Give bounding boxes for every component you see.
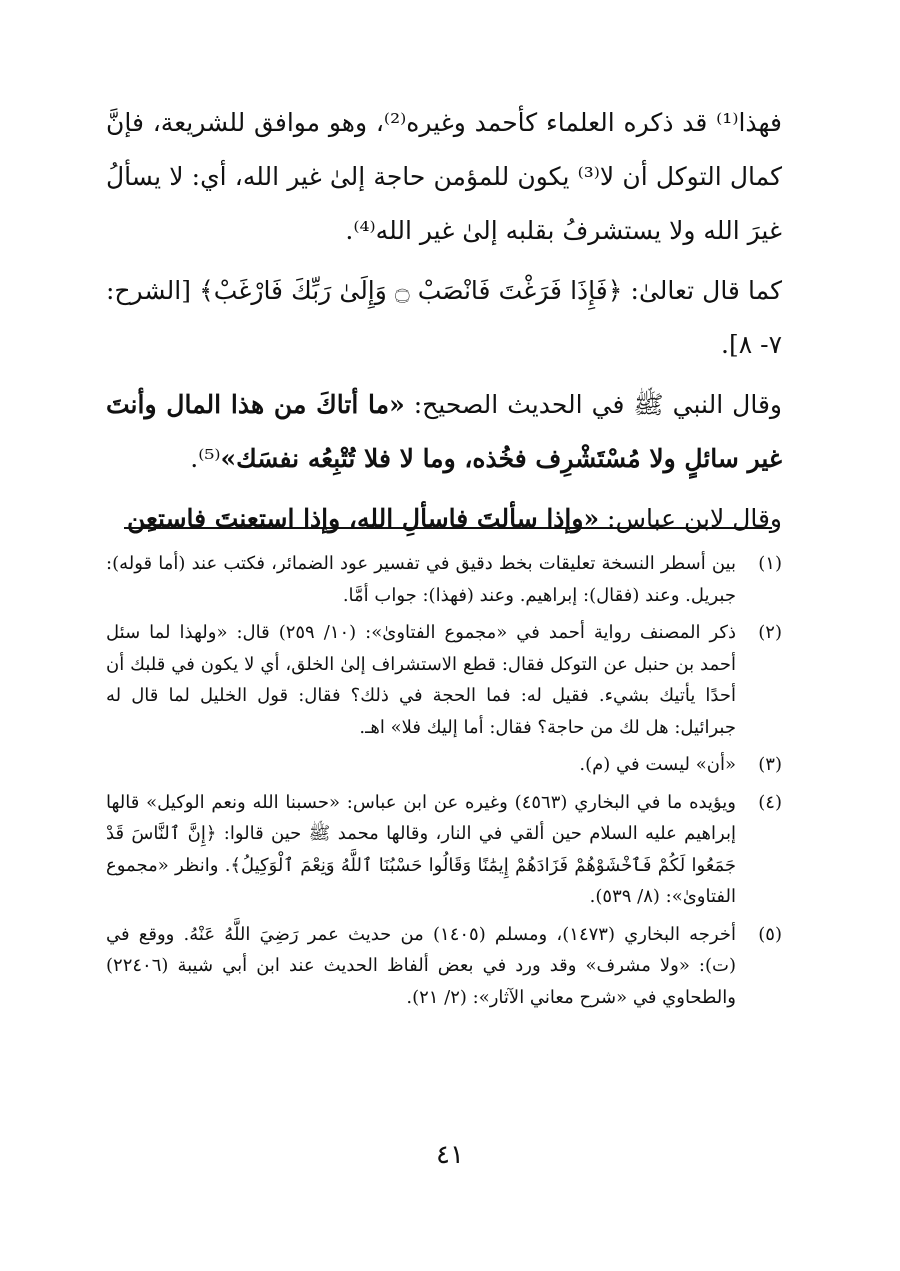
footnote-text: «أن» ليست في (م). <box>579 754 736 775</box>
footnote-3 <box>106 749 782 781</box>
hadith-footnote-ref: ⁽⁵⁾. <box>190 444 221 473</box>
paragraph-hadith-2 <box>106 492 782 546</box>
hadith-text-bold: «ما أتاكَ من هذا المال وأنتَ غير سائلٍ ولا مُسْتَشْرِف فخُذه، وما لا فلا تُتْبِعُه نفسَك» <box>106 390 782 473</box>
ibn-abbas-hadith-bold: «وإذا سألتَ فاسألِ الله، وإذا استعنتَ فاستعِن <box>126 504 600 533</box>
hadith-intro: وقال النبي ﷺ في الحديث الصحيح: <box>413 390 782 419</box>
footnote-2 <box>106 617 782 743</box>
paragraph-quran-citation: كما قال تعالىٰ: ﴿فَإِذَا فَرَغْتَ فَانْصَبْ ۝ وَإِلَىٰ رَبِّكَ فَارْغَبْ﴾ [الشرح: ٧- ٨]. <box>106 276 782 359</box>
footnote-text: بين أسطر النسخة تعليقات بخط دقيق في تفسير عود الضمائر، فكتب عند (أما قوله): جبريل. وعند (فقال): إبراهيم. وعند (فهذا): جواب أمَّا. <box>106 553 736 606</box>
footnote-text: ذكر المصنف رواية أحمد في «مجموع الفتاوىٰ»: (١٠/ ٢٥٩) قال: «ولهذا لما سئل أحمد بن حنبل عن التوكل فقال: قطع الاستشراف إلىٰ الخلق، أي لا يكون في قلبك أن أحدًا يأتيك بشيء. فقيل له: فما الحجة في ذلك؟ فقال: قول الخليل لما قال له جبرائيل: هل لك من حاجة؟ فقال: أما إليك فلا» اهـ. <box>106 622 736 738</box>
page-number: ٤١ <box>436 1140 464 1170</box>
footnote-4 <box>106 787 782 913</box>
footnote-number: (٣) <box>758 754 782 775</box>
footnote-number: (١) <box>758 553 782 574</box>
footnote-number: (٤) <box>758 791 782 813</box>
paragraph-hadith-1 <box>106 378 782 486</box>
main-text <box>106 96 782 552</box>
footnote-5 <box>106 919 782 1014</box>
footnotes <box>106 548 782 1019</box>
paragraph-1: فهذا⁽¹⁾ قد ذكره العلماء كأحمد وغيره⁽²⁾، وهو موافق للشريعة، فإنَّ كمال التوكل أن لا⁽³⁾ يكون للمؤمن حاجة إلىٰ غير الله، أي: لا يسألُ غيرَ الله ولا يستشرفُ بقلبه إلىٰ غير الله⁽⁴⁾. <box>106 108 782 245</box>
footnote-number: (٥) <box>758 923 782 945</box>
footnote-text: ويؤيده ما في البخاري (٤٥٦٣) وغيره عن ابن عباس: «حسبنا الله ونعم الوكيل» قالها إبراهيم عليه السلام حين ألقي في النار، وقالها محمد ﷺ حين قالوا: ﴿إِنَّ ٱلنَّاسَ قَدْ جَمَعُوا لَكُمْ فَٱخْشَوْهُمْ فَزَادَهُمْ إِيمَٰنًا وَقَالُوا حَسْبُنَا ٱللَّهُ وَنِعْمَ ٱلْوَكِيلُ﴾. وانظر «مجموع الفتاوىٰ»: (٨/ ٥٣٩). <box>106 791 736 907</box>
footnote-separator <box>124 527 772 529</box>
footnote-1 <box>106 548 782 611</box>
ibn-abbas-intro: وقال لابن عباس: <box>607 504 782 533</box>
footnote-number: (٢) <box>758 622 782 643</box>
footnote-text: أخرجه البخاري (١٤٧٣)، ومسلم (١٤٠٥) من حديث عمر رَضِيَ اللَّهُ عَنْهُ. ووقع في (ت): «ولا مشرف» وقد ورد في بعض ألفاظ الحديث عند ابن أبي شيبة (٢٢٤٠٦) والطحاوي في «شرح معاني الآثار»: (٢/ ٢١). <box>106 923 736 1008</box>
